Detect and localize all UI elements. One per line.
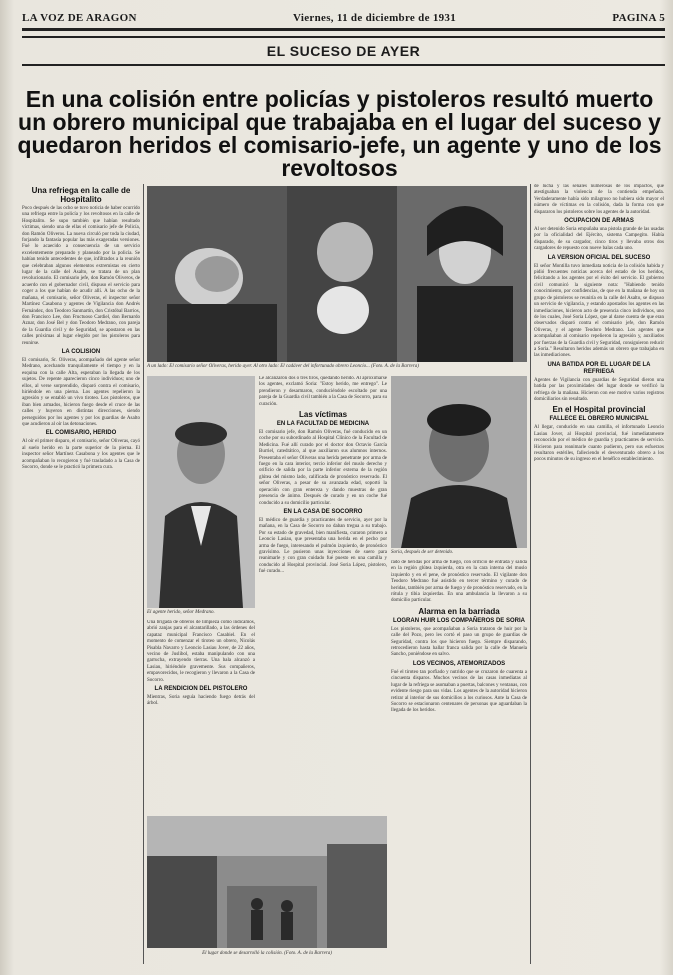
section-title: EL SUCESO DE AYER xyxy=(22,36,665,66)
column-1 xyxy=(22,184,140,964)
col4-subhead2: LOS VECINOS, ATEMORIZADOS xyxy=(412,660,506,667)
page-binding-edge xyxy=(0,40,12,965)
agent-photo xyxy=(147,376,255,608)
col1-subhead3: EL COMISARIO, HERIDO xyxy=(45,430,117,437)
col3-subhead2: EN LA CASA DE SOCORRO xyxy=(283,508,363,515)
col2-body2: Mientras, Soria seguía haciendo fuego detrás del árbol. xyxy=(147,695,255,707)
col5-subhead4: En el Hospital provincial xyxy=(552,405,646,415)
bottom-photo-image xyxy=(147,816,387,948)
col4-body3: Fué el tiroteo tan porfiado y nutrido que se cruzaron de cuarenta a cincuenta disparos. Muchos vecinos de las casas inmediatas al lugar de la refriega se asomaban a puertas, balcones y ventanas, con evidente riesgo para sus vidas. Los agentes de la autoridad hicieron retirar al interior de sus domicilios a los curiosos. Ante la Casa de Socorro se estacionaron centenares de personas que aguardaban la llegada de los heridos. xyxy=(391,669,527,714)
col4-subhead-b: LOGRAN HUIR LOS COMPAÑEROS DE SORIA xyxy=(393,617,525,624)
agent-photo-caption: El agente herido, señor Medrano. xyxy=(147,610,215,615)
col5-subhead: OCUPACION DE ARMAS xyxy=(564,218,634,225)
col1-body: Poco después de las ocho se tuvo noticia de haber ocurrido una refriega entre la policía y los revoltosos en la calle de Hospitalito. Se supo también que habían resultado víctimas, siendo una de ellas el comisario jefe de Policía, don Ramón Oliveros. La nueva circuló por toda la ciudad, forjando la fantasía popular las más exageradas versiones. Fué lo acaecido a consecuencia de un servicio excelentemente preparado y planeado por la policía. Se habían tenido antecedentes de que, infiltrados a la reunión que celebraban algunos elementos extremistas en cierto lugar de la calle del Asalto, se tratara de un plan revolucionario. El comisario jefe, don Ramón Oliveros, de acuerdo con el gobernador civil, dispuso el servicio para coger a los que habían de acudir allí. A las ocho de la mañana, el comisario, señor Oliveras, el inspector señor Martínez Casabona y agentes de Vigilancia don Andrés Fernández, don Teodoro Sanmartín, don Cristóbal Barrios, don Francisco Lee, don Fructuoso Cardiel, don Bernardo Aznar, don José Bel y don Teodoro Medrano, con pareja de la Guardia civil y de Seguridad, se apostaron en las calles próximas al lugar elegido por los pistoleros para reunirse. xyxy=(22,206,140,346)
col1-body2: El comisario, Sr. Oliveras, acompañado del agente señor Medrano, acechando tranquilamente el tiempo y en la esquina con la calle Alta, esperaban la llegada de los sujetos. De repente aparecieron cinco individuos; uno de ellos, al verse sorprendido, disparó contra el comisario, hiriéndole en una pierna. Los agentes repelieron la agresión y se entabló un vivo tiroteo. Los pistoleros, que iban bien armados, hicieron fuego desde el cruce de las calles y huyeron en distintas direcciones, siendo perseguidos por los agentes y por los guardias de Asalto que acudieron al oír las detonaciones. xyxy=(22,357,140,427)
masthead-date: Viernes, 11 de diciembre de 1931 xyxy=(293,12,457,24)
col1-subhead: Una refriega en la calle de Hospitalito xyxy=(31,186,131,204)
col5-subhead2: LA VERSION OFICIAL DEL SUCESO xyxy=(547,254,651,261)
agent-photo-image xyxy=(147,376,255,608)
col3-body: Le alcanzaron dos o tres tiros, quedando herido. Al aproximarse los agentes, exclamó Soria: "Estoy herido, me entrego". Le prendieron y desarmaron, conduciéndole escoltado por una pareja de la Guardia civil también a la Casa de Socorro, para su curación. xyxy=(259,376,387,407)
col4-subhead: Alarma en la barriada xyxy=(418,606,500,616)
bottom-photo-caption: El lugar donde se desarrolló la colisión. (Foto. A. de la Barrera) xyxy=(202,951,332,956)
column-4 xyxy=(391,560,527,964)
soria-photo xyxy=(391,376,527,548)
col1-subhead2: LA COLISION xyxy=(61,348,101,355)
main-headline: En una colisión entre policías y pistoleros resultó muerto un obrero municipal que trabajaba en el lugar del suceso y quedaron heridos el comisario-jefe, un agente y uno de los revoltosos xyxy=(17,86,662,181)
col5-body3: El señor Montilla tuvo inmediata noticia de la colisión habida y pidió frecuentes noticias acerca del estado de los heridos, felicitando a los agentes por el éxito del servicio. El gobierno civil comunicó la siguiente nota: "Habiendo tenido conocimiento, por confidencias, de que en la mañana de hoy un grupo de pistoleros se reuniría en la calle del Asalto, se dispuso un servicio de vigilancia, y estando apostados los agentes en las inmediaciones, hicieron acto de presencia cinco individuos, uno de los cuales, José Soria López, que al darse cuenta de que eran observados disparó contra el comisario jefe, don Ramón Oliveras, y el agente Teodoro Medrano. Los agentes que acompañaban al comisario repelieron la agresión y, auxiliados por fuerzas de la Guardia civil y Seguridad, consiguieron reducir a Soria." Resultaron heridos además un obrero que trabajaba en las inmediaciones. xyxy=(534,263,664,359)
masthead-rule xyxy=(22,30,665,31)
col4-body2: Los pistoleros, que acompañaban a Soria trataron de huir por la calle del Pozo, pero les cortó el paso un grupo de guardias de Seguridad, contra los que hicieron fuego. Siempre disparando, retrocedieron hasta hallar franca salida por la calle de Manuela Sancho, poniéndose en salvo. xyxy=(391,626,527,658)
masthead xyxy=(22,8,665,30)
col3-body2: El comisario jefe, don Ramón Oliveras, fué conducido en un coche por su subordinado al Hospital Clínico de la Facultad de Medicina. Fué allí curado por el doctor don Octavio García Burriel, catedrático, al que auxiliaron sus alumnos internos. Presentaba el señor Oliveras una herida penetrante por arma de fuego en la cara interior, tercio inferior del muslo derecho y orificio de salida por la parte inferior externa de la región glútea del mismo lado, calificada de pronóstico reservado. El señor Oliveras, a pesar de su avanzada edad, soportó la operación con gran entereza y dando muestras de gran presencia de ánimo. Después de curado y en un coche fué conducido a su domicilio particular. xyxy=(259,430,387,506)
col5-body5: Al llegar, conducido en una camilla, el infortunado Leoncio Lasiau Jover, al Hospital provincial, fué inmediatamente reconocido por el médico de guardia y practicantes de servicio. Hicieron para reanimarle cuanto pudieron, pero sus esfuerzos resultaron estériles, falleciendo el desventurado obrero a los pocos minutos de su ingreso en el benéfico establecimiento. xyxy=(534,425,664,463)
col5-subhead4b: FALLECE EL OBRERO MUNICIPAL xyxy=(549,416,649,423)
bottom-photo xyxy=(147,816,387,948)
col3-body3: El médico de guardia y practicantes de servicio, ayer por la mañana, en la Casa de Socorro no daban tregua a su trabajo. Por su estado de gravedad, bien manifiesta, curaron primero a Leoncio Lasiau, que presentaba una herida en el pecho por arma de fuego, interesando el pulmón izquierdo, de pronóstico gravísimo. Le pusieron unas inyecciones de suero para reanimarle y con gran cuidado fué puesto en una camilla y conducido al Hospital provincial. José Soria López, pistolero, fué curado... xyxy=(259,517,387,575)
col5-body4: Agentes de Vigilancia con guardias de Seguridad dieron una batida por las proximidades del lugar donde se verificó la refriega de la mañana. Hicieron con ese motivo varios registros domiciliarios sin resultado. xyxy=(534,377,664,402)
top-photo-caption: A un lado: El comisario señor Oliveras, herido ayer. Al otro lado: El cadáver del infortunado obrero Leoncio... (Foto. A. de la Barrera) xyxy=(147,364,419,369)
col5-body: de lucha y las señales numerosas de los impactos, que atestiguaban la violencia de la contienda empeñada. Verdaderamente había sido milagroso no hubiera sido mayor el número de víctimas en la colisión, dada la forma con que dispararon los pistoleros sobre los agentes de la autoridad. xyxy=(534,184,664,215)
column-2 xyxy=(147,620,255,812)
col3-subhead-b: EN LA FACULTAD DE MEDICINA xyxy=(276,421,370,428)
top-photo xyxy=(147,186,527,362)
masthead-paper: LA VOZ DE ARAGON xyxy=(22,12,137,24)
column-rule xyxy=(530,184,531,964)
top-photo-image xyxy=(147,186,527,362)
col2-subhead: LA RENDICION DEL PISTOLERO xyxy=(154,686,248,693)
column-rule xyxy=(143,184,144,964)
soria-photo-image xyxy=(391,376,527,548)
col3-subhead: Las víctimas xyxy=(298,410,348,420)
col4-body: rado de heridas por arma de fuego, con orificio de entrada y salida en la región glútea izquierda, otra en la cara interna del muslo izquierdo y en el pene, de pronóstico reservado. El vigilante don Teodoro Medrano fué asistido en tercer término y curado de heridas, también por arma de fuego y de pronóstico reservado, en la rótula y tibia izquierdas. En una ambulancia la llevaron a su domicilio particular. xyxy=(391,560,527,604)
column-5 xyxy=(534,184,664,964)
col2-body: Una brigada de obreros de limpieza como indicamos, abrió zanjas para el alcantarillado, a las órdenes del capataz municipal Francisco Casabiel. En el momento de comenzar el tiroteo un obrero, Nicolás Pisabla Navarro y Leoncio Lasiau Jover, de 22 años, vecino de Juslibol, estaba manipulando con una garrucha, extrayendo tierras. Una bala alcanzó a Lasiau, hiriéndole gravemente. Sus compañeros, empavorecidos, le recogieron y llevaron a la Casa de Socorro. xyxy=(147,620,255,683)
soria-photo-caption: Soria, después de ser detenido. xyxy=(391,550,454,555)
masthead-page: PAGINA 5 xyxy=(612,12,665,24)
col5-body2: Al ser detenido Soria empuñaba una pistola grande de las usadas por la oficialidad del Ejército, sistema Campegito. Había disparado, de su cargador, cinco tiros y llevaba otros dos cargadores de repuesto con nueve balas cada uno. xyxy=(534,227,664,252)
col5-subhead3: UNA BATIDA POR EL LUGAR DE LA REFRIEGA xyxy=(547,361,651,375)
col1-body3: Al oír el primer disparo, el comisario, señor Oliveras, cayó al suelo herido en la parte superior de la pierna. El inspector señor Martínez Casabona y los agentes que le acompañaban lo recogieron y fué trasladado a la Casa de Socorro, donde se le practicó la primera cura. xyxy=(22,439,140,471)
column-3 xyxy=(259,376,387,812)
